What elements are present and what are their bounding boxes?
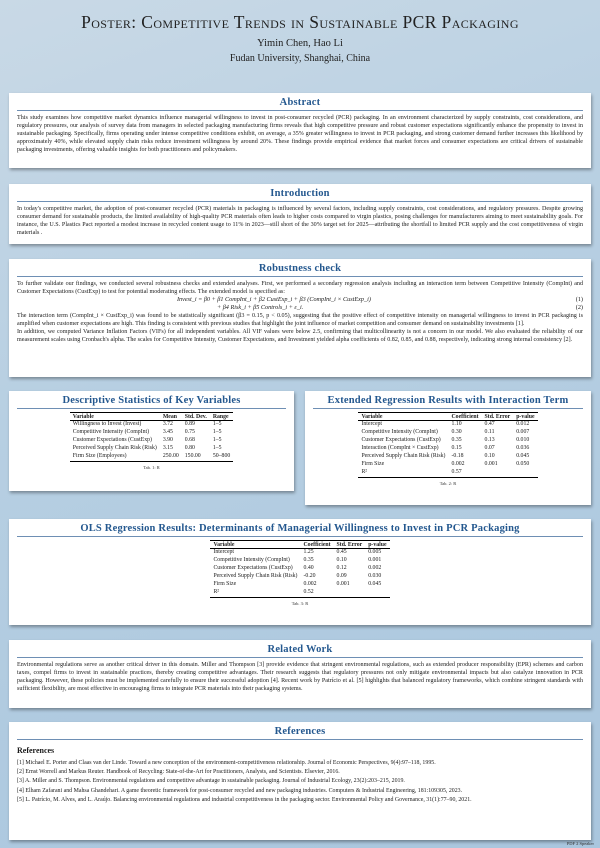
ols-table [210,540,389,598]
ols-heading: OLS Regression Results: Determinants of Managerial Willingness to Invest in PCR Packaging [17,523,583,537]
table-cell: 0.75 [184,429,195,436]
reference-item: [3] A. Miller and S. Thompson. Environmental regulations and competitive advantage in sustainable packaging. Journal of Industrial Ecology, 23(2):203–215, 2019. [17,778,405,785]
related-work-text: Environmental regulations serve as another critical driver in this domain. Miller and Thompson [3] provide evidence that stringent environmental regulations, such as extended producer responsibility (EPR) schemes and carbon taxes, compel firms to invest in sustainable practices, thereby creating competitive advantages. Their research suggests that regulatory pressures not only mitigate environmental impacts but also catalyze innovation in PCR packaging. However, these policies must be implemented carefully to ensure their successful adoption [4]. Recent work by Patrício et al. [5] highlights that balanced regulatory frameworks, which combine stringent standards with sufficient flexibility, are most effective in encouraging firms to integrate PCR materials into their packaging systems. [17,662,583,693]
table-cell: 0.07 [484,445,495,452]
table-row [70,437,233,445]
column-header: Variable [70,413,160,421]
robustness-paragraph-3: In addition, we computed Variance Inflation Factors (VIFs) for all independent variables. All VIF values were below 2.5, confirming that multicollinearity is not a concern in our model. We also evaluated the reliability of our measurement scales using Cronbach's alpha. The scales for Competitive Intensity, Customer Expectations, and Investment yielded alpha coefficients of 0.82, 0.85, and 0.88, respectively, indicating strong internal consistency [2]. [17,329,583,344]
column-header: Range [210,413,233,421]
table-cell: 0.10 [484,453,495,460]
table-cell: 1–5 [212,421,222,428]
reference-item: [1] Michael E. Porter and Claas van der Linde. Toward a new conception of the environment-competitiveness relationship. Journal of Economic Perspectives, 9(4):97–118, 1995. [17,760,436,766]
table-row [70,445,233,453]
table-cell: 0.47 [484,421,495,428]
table-cell: 3.90 [162,437,173,444]
table-cell: 0.13 [484,437,495,444]
poster-affiliation: Fudan University, Shanghai, China [229,53,371,64]
table-row [358,429,537,437]
equation-2 [17,304,583,312]
column-header: Variable [358,413,448,421]
extended-regression-table [358,412,537,478]
table-cell: 0.68 [184,437,195,444]
row-label: Competitive Intensity (CompInt) [361,429,438,436]
table-cell: 0.12 [336,565,347,572]
table-cell: 1.25 [303,549,314,556]
equation-1-number: (1) [575,296,583,304]
table-cell: 1–5 [212,445,222,452]
table-cell [482,469,514,478]
poster-title: Poster: Competitive Trends in Sustainable PCR Packaging [81,12,519,32]
row-label: Firm Size (Employees) [70,453,160,462]
equation-1 [17,296,583,304]
table-cell: 0.002 [368,565,382,572]
table-cell: 0.57 [449,469,482,478]
equation-1-body: Invest_i = β0 + β1 CompInt_i + β2 CustExp_i + β3 (CompInt_i × CustExp_i) [177,296,371,304]
robustness-section [9,259,591,377]
table-cell: 0.45 [336,549,347,556]
table-cell: -0.18 [451,453,464,460]
table-cell: 0.001 [336,581,350,588]
column-header: Std. Error [334,541,366,549]
robustness-paragraph-1: To further validate our findings, we conducted several robustness checks and extended analyses. First, we performed a secondary regression analysis including an interaction term between Competitive Intensity (CompInt) and Customer Expectations (CustExp) to test for potential moderating effects. The extended model is specified as: [17,281,583,296]
table-cell [365,589,389,598]
table-cell: 0.050 [516,461,530,468]
extended-regression-caption: Tab. 2: R [439,481,457,486]
descriptive-table [70,412,233,462]
table-cell: 0.005 [368,549,382,556]
reference-item: [4] Elham Zafarani and Mahsa Ghandehari. A game theoretic framework for post-consumer recycled and new packaging industries. Computers & Industrial Engineering, 181:109305, 2023. [17,787,463,794]
row-label: R² [358,469,448,478]
table-cell: 3.15 [162,445,173,452]
table-cell: 0.002 [303,581,317,588]
descriptive-caption: Tab. 1: R [143,465,160,470]
table-cell: 0.010 [516,437,530,444]
reference-item: [5] L. Patrício, M. Alves, and L. Araújo. Balancing environmental regulations and industrial competitiveness in the packaging sector. Environmental Policy and Governance, 31(1):77–90, 2021. [17,796,472,803]
introduction-text: In today's competitive market, the adoption of post-consumer recycled (PCR) materials in packaging is influenced by several factors, including supply constraints, cost considerations, and regulatory pressures. Despite growing consumer demand for sustainable products, the limited availability of high-quality PCR materials often leads to higher costs compared to virgin plastics, posing challenges for manufacturers aiming to meet sustainability goals. For instance, the U.S. Plastics Pact reported a modest increase in recycled content usage to 11% in 2023—still short of the 30% target set for 2025—attributing the shortfall to limited PCR supply and the cost competitiveness of virgin materials . [17,206,583,237]
table-cell: 0.045 [368,581,382,588]
table-cell: 1.10 [451,421,462,428]
related-work-heading: Related Work [17,644,583,658]
abstract-section [9,93,591,168]
robustness-paragraph-2: The interaction term (CompInt_i × CustExp_i) was found to be statistically significant (β3 = 0.15, p < 0.05), suggesting that the positive effect of competitive intensity on managerial willingness to invest in PCR packaging is amplified when customer expectations are high. This finding is consistent with previous studies that highlight the joint influence of market competition and consumer demand on sustainability investments [1]. [17,313,583,328]
column-header: p-value [513,413,537,421]
table-row [70,421,233,430]
row-label: Customer Expectations (CustExp) [361,437,441,444]
table-cell: 0.030 [368,573,382,580]
table-row [358,445,537,453]
row-label: Competitive Intensity (CompInt) [72,429,150,436]
row-label: Willingness to Invest (Invest) [72,421,142,428]
table-cell: 0.012 [516,421,530,428]
row-label: R² [210,589,300,598]
reference-item: [2] Ernst Worrell and Markus Reuter. Handbook of Recycling: State-of-the-Art for Practitioners, Analysts, and Scientists. Elsevier, 2016. [17,769,340,776]
abstract-heading: Abstract [17,97,583,111]
references-list [17,759,583,804]
table-cell: 0.036 [516,445,530,452]
table-cell: 50–800 [210,453,233,462]
table-cell: 0.002 [451,461,465,468]
table-row [358,453,537,461]
table-row [70,429,233,437]
table-row [210,589,389,598]
table-cell: 0.40 [303,565,314,572]
equation-2-body: + β4 Risk_i + β5 Controls_i + ε_i. [217,304,304,312]
table-cell: 0.80 [184,445,195,452]
table-cell: 250.00 [160,453,182,462]
footer-badge: PDF 2 Speaker [566,841,594,846]
table-cell: 0.09 [336,573,347,580]
descriptive-table-body [70,421,233,462]
table-cell: 0.045 [516,453,530,460]
ols-table-body [210,549,389,598]
table-cell: 1–5 [212,429,222,436]
column-header: p-value [365,541,389,549]
row-label: Customer Expectations (CustExp) [213,565,293,572]
table-cell: 0.35 [451,437,462,444]
column-header: Coefficient [301,541,334,549]
column-header: Variable [210,541,300,549]
introduction-section [9,184,591,244]
table-cell [334,589,366,598]
table-cell: 150.00 [182,453,210,462]
descriptive-heading: Descriptive Statistics of Key Variables [17,395,286,409]
table-row [358,469,537,478]
table-cell: 3.72 [162,421,173,428]
column-header: Std. Error [482,413,514,421]
table-cell: 0.10 [336,557,347,564]
row-label: Intercept [361,421,383,428]
row-label: Intercept [213,549,235,556]
table-cell: -0.20 [303,573,316,580]
introduction-heading: Introduction [17,188,583,202]
table-row [210,549,389,558]
table-cell: 0.001 [484,461,498,468]
column-header: Coefficient [449,413,482,421]
robustness-heading: Robustness check [17,263,583,277]
row-label: Perceived Supply Chain Risk (Risk) [72,445,157,452]
ols-caption: Tab. 3: R [291,601,309,606]
references-subheading: References [17,746,55,755]
references-heading: References [17,726,583,740]
row-label: Interaction (CompInt × CustExp) [361,445,439,452]
table-cell: 0.35 [303,557,314,564]
table-row [210,557,389,565]
column-header: Mean [160,413,182,421]
extended-regression-table-body [358,421,537,478]
row-label: Perceived Supply Chain Risk (Risk) [213,573,298,580]
extended-regression-section [305,391,591,505]
row-label: Firm Size [213,581,237,588]
table-row [70,453,233,462]
column-header: Std. Dev. [182,413,210,421]
table-cell: 1–5 [212,437,222,444]
row-label: Perceived Supply Chain Risk (Risk) [361,453,446,460]
table-cell: 0.15 [451,445,462,452]
table-row [358,437,537,445]
table-cell: 0.52 [301,589,334,598]
table-row [358,461,537,469]
row-label: Competitive Intensity (CompInt) [213,557,290,564]
table-cell: 0.11 [484,429,495,436]
descriptive-section [9,391,294,491]
table-cell: 0.001 [368,557,382,564]
table-row [210,565,389,573]
table-cell: 0.007 [516,429,530,436]
poster-authors: Yimin Chen, Hao Li [257,38,343,49]
ols-section [9,519,591,625]
table-row [358,421,537,430]
extended-regression-heading: Extended Regression Results with Interaction Term [313,395,583,409]
table-row [210,581,389,589]
poster-header [0,12,600,64]
table-cell: 3.45 [162,429,173,436]
equation-2-number: (2) [575,304,583,312]
table-row [210,573,389,581]
references-section [9,722,591,840]
row-label: Customer Expectations (CustExp) [72,437,152,444]
table-cell [513,469,537,478]
related-work-section [9,640,591,708]
table-cell: 0.30 [451,429,462,436]
row-label: Firm Size [361,461,385,468]
table-cell: 0.89 [184,421,195,428]
abstract-text: This study examines how competitive market dynamics influence managerial willingness to invest in post-consumer recycled (PCR) packaging. In an environment characterized by supply constraints, cost considerations, and regulatory pressures, our analysis of survey data from managers in selected packaging manufacturing firms reveals that high competitive pressure and robust customer expectations significantly enhance the propensity to invest in sustainable packaging. Specifically, firms operating under intense competitive conditions exhibit, on average, a 35% greater willingness to invest in PCR packaging, and strong customer demand further increases this likelihood by approximately 40%, while elevated supply chain risks reduce investment willingness by around 20%. These findings provide empirical evidence that market forces and consumer expectations are critical drivers of sustainable packaging investments, offering valuable insights for both practitioners and policymakers. [17,115,583,154]
